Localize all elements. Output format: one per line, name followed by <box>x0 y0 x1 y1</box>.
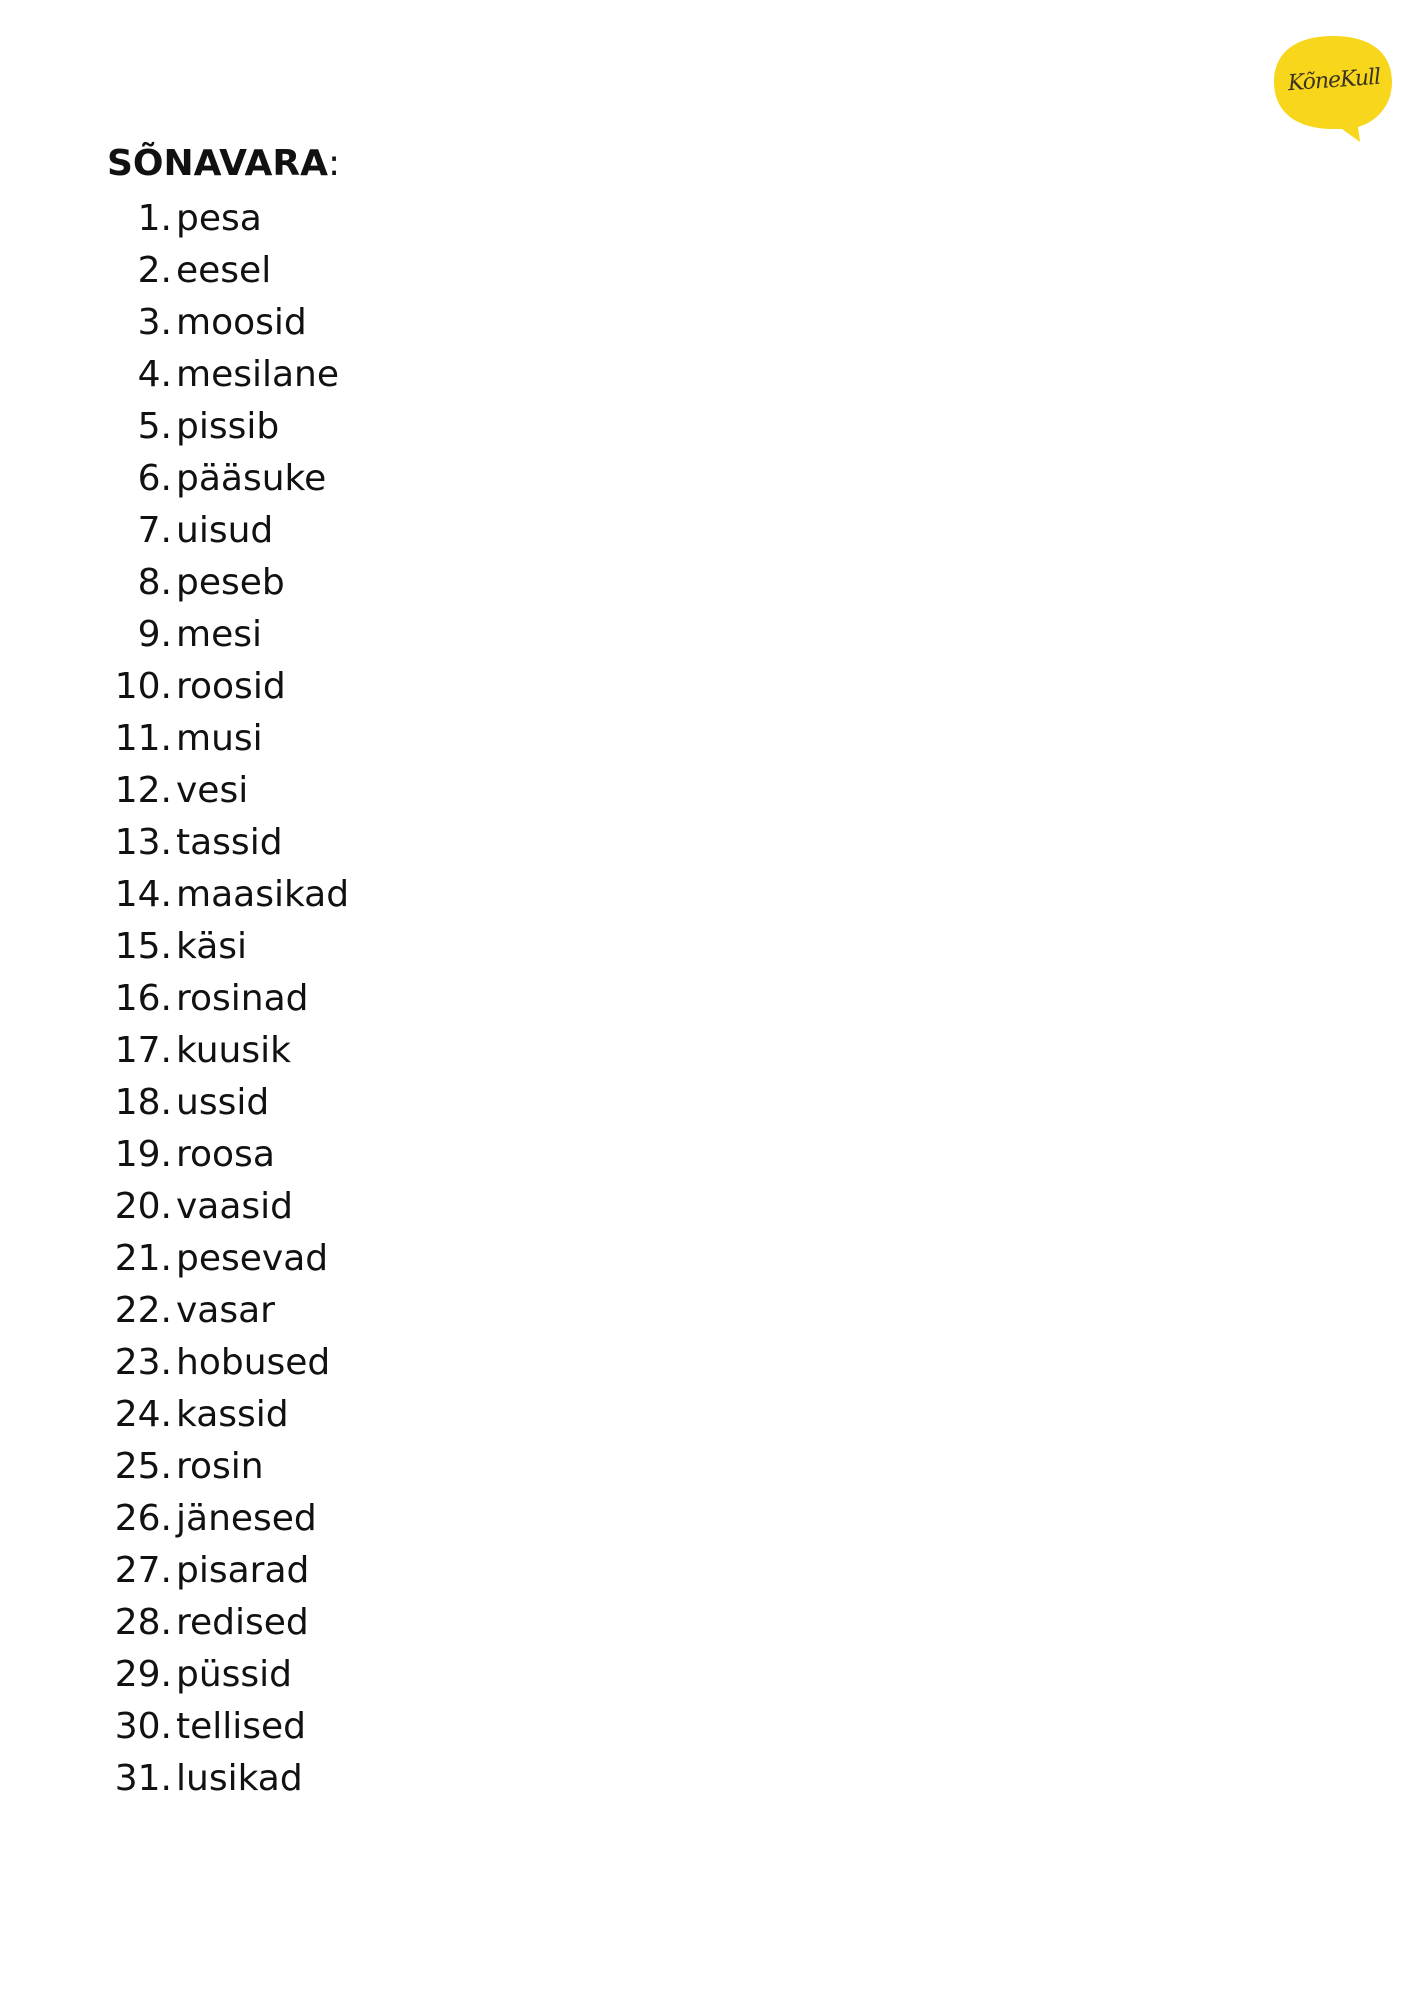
list-item-word: mesi <box>176 613 262 655</box>
list-item-word: rosinad <box>176 977 309 1019</box>
list-item-word: eesel <box>176 249 272 291</box>
list-item-word: kassid <box>176 1393 289 1435</box>
list-item-word: uisud <box>176 509 274 551</box>
list-item-number: 22. <box>114 1289 172 1331</box>
list-item-word: pesevad <box>176 1237 329 1279</box>
list-item-number: 5. <box>137 405 172 447</box>
list-item-word: pissib <box>176 405 280 447</box>
list-item-number: 15. <box>114 925 172 967</box>
list-item-number: 31. <box>114 1757 172 1799</box>
list-item-number: 19. <box>114 1133 172 1175</box>
list-item-number: 23. <box>114 1341 172 1383</box>
list-item <box>100 764 349 816</box>
list-item <box>100 1752 349 1804</box>
list-item-word: maasikad <box>176 873 350 915</box>
list-item-number: 2. <box>137 249 172 291</box>
list-item-word: pääsuke <box>176 457 327 499</box>
list-item-word: musi <box>176 717 263 759</box>
list-item-word: püssid <box>176 1653 293 1695</box>
list-item-word: pisarad <box>176 1549 310 1591</box>
list-item-number: 10. <box>114 665 172 707</box>
list-item <box>100 1596 349 1648</box>
list-item-number: 6. <box>137 457 172 499</box>
list-item-number: 17. <box>114 1029 172 1071</box>
list-item <box>100 1544 349 1596</box>
list-item <box>100 400 349 452</box>
list-item <box>100 1128 349 1180</box>
list-item-number: 1. <box>137 197 172 239</box>
list-item <box>100 972 349 1024</box>
list-item <box>100 1648 349 1700</box>
list-item-word: vaasid <box>176 1185 294 1227</box>
heading-colon: : <box>327 143 341 184</box>
list-item <box>100 1284 349 1336</box>
list-item <box>100 1388 349 1440</box>
list-item-number: 16. <box>114 977 172 1019</box>
list-item <box>100 296 349 348</box>
list-item-word: ussid <box>176 1081 270 1123</box>
list-item-number: 26. <box>114 1497 172 1539</box>
list-item <box>100 1024 349 1076</box>
list-item-word: rosin <box>176 1445 264 1487</box>
list-item-number: 27. <box>114 1549 172 1591</box>
list-item-word: vasar <box>176 1289 275 1331</box>
list-item <box>100 348 349 400</box>
list-item <box>100 712 349 764</box>
list-item <box>100 192 349 244</box>
list-item-word: tassid <box>176 821 283 863</box>
list-item-word: redised <box>176 1601 309 1643</box>
list-item-number: 29. <box>114 1653 172 1695</box>
list-item <box>100 1492 349 1544</box>
list-item-number: 11. <box>114 717 172 759</box>
list-item-word: jänesed <box>176 1497 317 1539</box>
list-item-word: mesilane <box>176 353 340 395</box>
list-item-number: 24. <box>114 1393 172 1435</box>
list-item-word: roosa <box>176 1133 275 1175</box>
list-item-number: 20. <box>114 1185 172 1227</box>
list-item <box>100 556 349 608</box>
heading-title: SÕNAVARA <box>107 143 328 184</box>
list-item <box>100 1336 349 1388</box>
list-item <box>100 660 349 712</box>
list-item-word: kuusik <box>176 1029 291 1071</box>
list-item-number: 9. <box>137 613 172 655</box>
list-item-word: lusikad <box>176 1757 303 1799</box>
list-item <box>100 920 349 972</box>
list-item-word: peseb <box>176 561 285 603</box>
list-item <box>100 608 349 660</box>
list-item-number: 30. <box>114 1705 172 1747</box>
list-item-word: tellised <box>176 1705 307 1747</box>
logo <box>1268 32 1398 147</box>
list-item <box>100 1440 349 1492</box>
list-item-word: hobused <box>176 1341 331 1383</box>
list-item-word: käsi <box>176 925 248 967</box>
vocabulary-heading <box>107 140 340 188</box>
list-item-word: pesa <box>176 197 262 239</box>
list-item-number: 7. <box>137 509 172 551</box>
list-item-number: 28. <box>114 1601 172 1643</box>
list-item <box>100 1180 349 1232</box>
list-item <box>100 1700 349 1752</box>
logo-text: KõneKull <box>1286 64 1381 97</box>
list-item-number: 13. <box>114 821 172 863</box>
list-item-word: vesi <box>176 769 249 811</box>
list-item-number: 4. <box>137 353 172 395</box>
list-item-number: 18. <box>114 1081 172 1123</box>
list-item-number: 25. <box>114 1445 172 1487</box>
list-item-number: 12. <box>114 769 172 811</box>
list-item <box>100 244 349 296</box>
list-item-word: moosid <box>176 301 307 343</box>
list-item <box>100 816 349 868</box>
list-item-number: 3. <box>137 301 172 343</box>
list-item <box>100 452 349 504</box>
list-item-number: 21. <box>114 1237 172 1279</box>
list-item <box>100 868 349 920</box>
word-list <box>100 192 349 1804</box>
list-item-word: roosid <box>176 665 286 707</box>
list-item-number: 14. <box>114 873 172 915</box>
list-item <box>100 504 349 556</box>
list-item-number: 8. <box>137 561 172 603</box>
list-item <box>100 1232 349 1284</box>
list-item <box>100 1076 349 1128</box>
